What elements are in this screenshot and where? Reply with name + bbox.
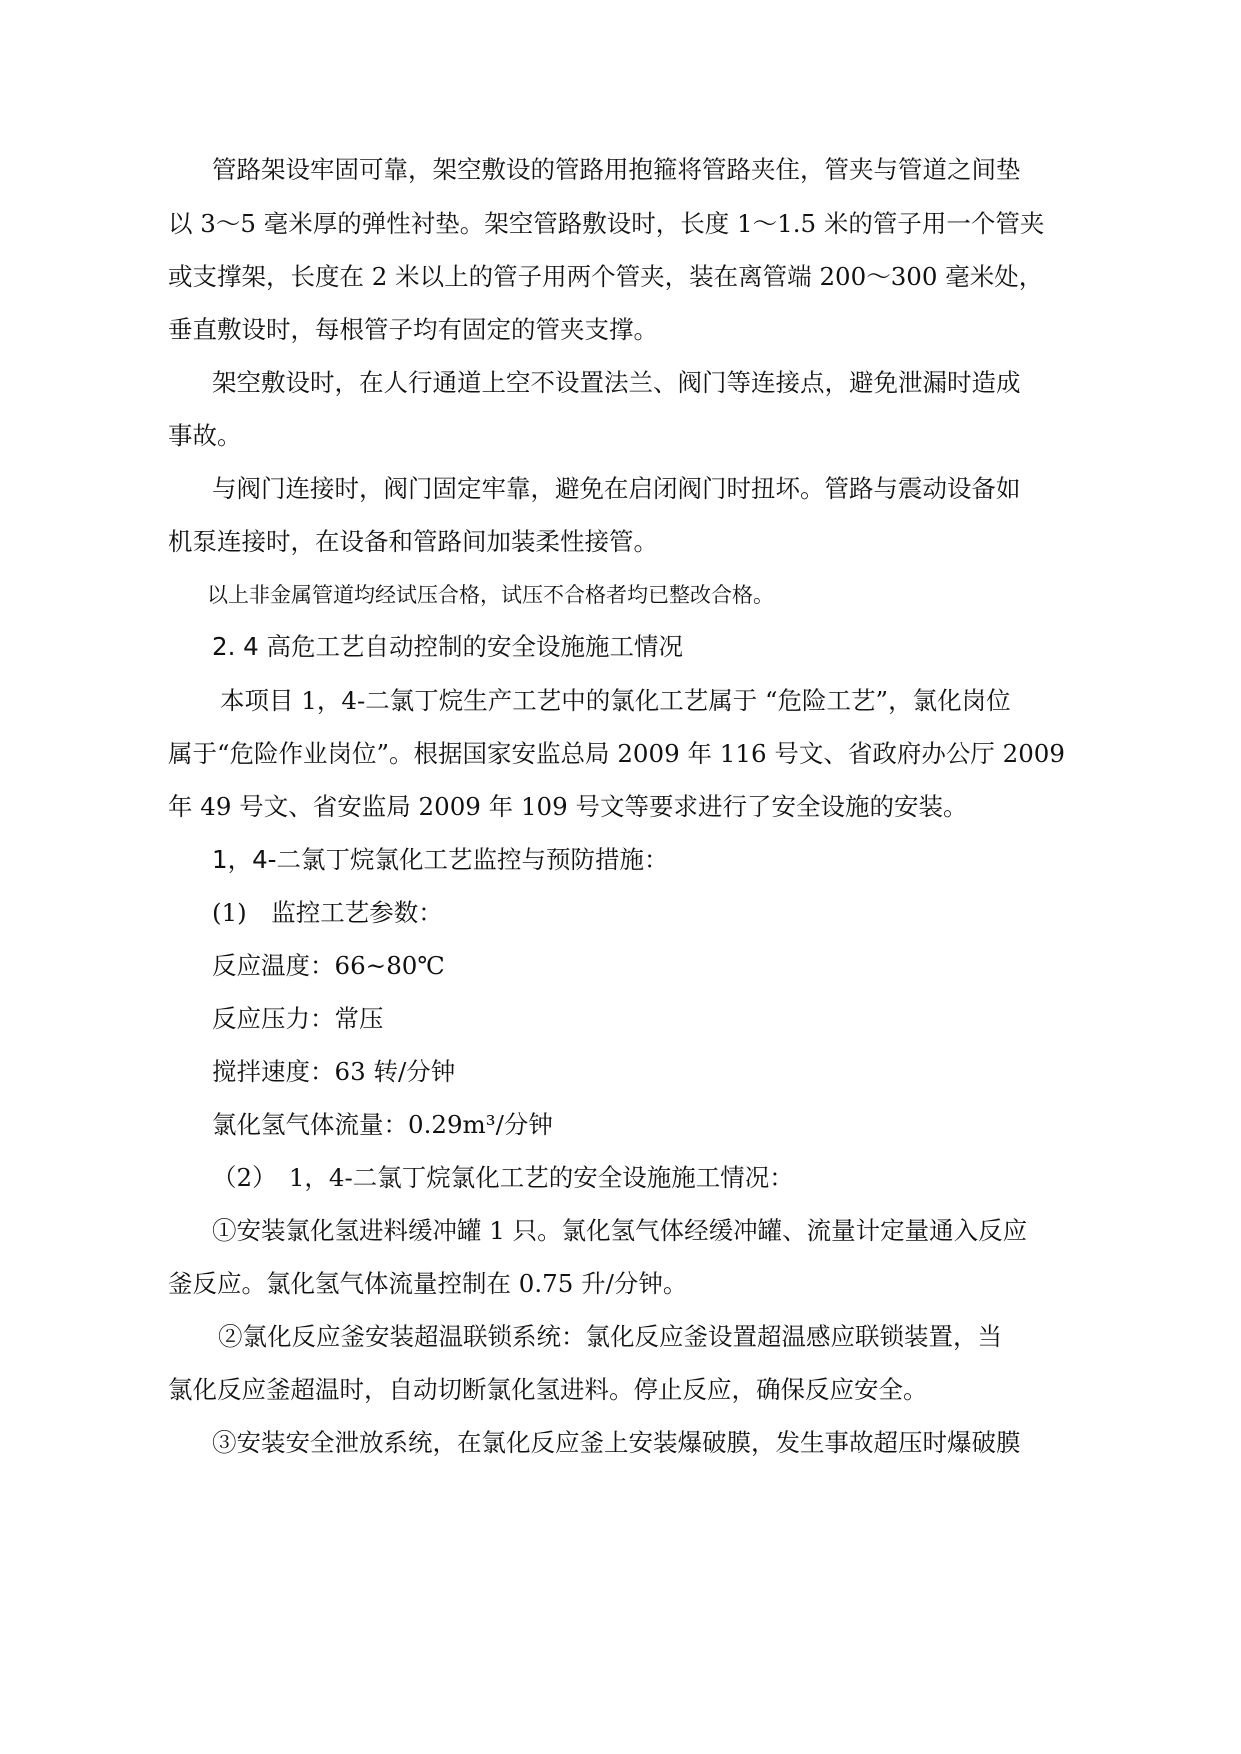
paragraph-pipe-mounting-line-3: 或支撑架，长度在 2 米以上的管子用两个管夹，装在离管端 200～300 毫米处，	[168, 262, 1044, 291]
subheading-monitoring: 1，4-二氯丁烷氯化工艺监控与预防措施：	[212, 845, 669, 874]
paragraph-project-line-1: 本项目 1，4-二氯丁烷生产工艺中的氯化工艺属于 “危险工艺”，氯化岗位	[220, 686, 1011, 715]
paragraph-project-line-3: 年 49 号文、省安监局 2009 年 109 号文等要求进行了安全设施的安装。	[168, 792, 968, 821]
measure-2-line-2: 氯化反应釜超温时，自动切断氯化氢进料。停止反应，确保反应安全。	[168, 1375, 928, 1404]
paragraph-overhead-line-2: 事故。	[168, 421, 242, 450]
param-temperature: 反应温度：66~80℃	[212, 951, 445, 980]
item-1-title: (1) 监控工艺参数：	[212, 898, 443, 927]
measure-1-line-2: 釜反应。氯化氢气体流量控制在 0.75 升/分钟。	[168, 1269, 688, 1298]
param-hcl-flow: 氯化氢气体流量：0.29m³/分钟	[212, 1110, 553, 1139]
pressure-test-note: 以上非金属管道均经试压合格，试压不合格者均已整改合格。	[207, 583, 774, 607]
measure-3-line-1: ③安装安全泄放系统，在氯化反应釜上安装爆破膜，发生事故超压时爆破膜	[212, 1428, 1021, 1457]
paragraph-pipe-mounting-line-2: 以 3～5 毫米厚的弹性衬垫。架空管路敷设时，长度 1～1.5 米的管子用一个管夹	[168, 209, 1045, 238]
item-2-title: （2） 1，4-二氯丁烷氯化工艺的安全设施施工情况：	[212, 1163, 794, 1192]
paragraph-valve-line-2: 机泵连接时，在设备和管路间加装柔性接管。	[168, 527, 658, 556]
paragraph-valve-line-1: 与阀门连接时，阀门固定牢靠，避免在启闭阀门时扭坏。管路与震动设备如	[212, 474, 1021, 503]
measure-1-line-1: ①安装氯化氢进料缓冲罐 1 只。氯化氢气体经缓冲罐、流量计定量通入反应	[212, 1216, 1028, 1245]
param-stirring: 搅拌速度：63 转/分钟	[212, 1057, 456, 1086]
paragraph-pipe-mounting-line-4: 垂直敷设时，每根管子均有固定的管夹支撑。	[168, 315, 658, 344]
paragraph-overhead-line-1: 架空敷设时，在人行通道上空不设置法兰、阀门等连接点，避免泄漏时造成	[212, 368, 1021, 397]
section-heading: 2. 4 高危工艺自动控制的安全设施施工情况	[212, 632, 684, 661]
paragraph-pipe-mounting-line-1: 管路架设牢固可靠，架空敷设的管路用抱箍将管路夹住，管夹与管道之间垫	[212, 155, 1021, 184]
paragraph-project-line-2: 属于“危险作业岗位”。根据国家安监总局 2009 年 116 号文、省政府办公厅 2009	[168, 739, 1065, 768]
measure-2-line-1: ②氯化反应釜安装超温联锁系统：氯化反应釜设置超温感应联锁装置，当	[218, 1322, 1002, 1351]
param-pressure: 反应压力：常压	[212, 1004, 384, 1033]
